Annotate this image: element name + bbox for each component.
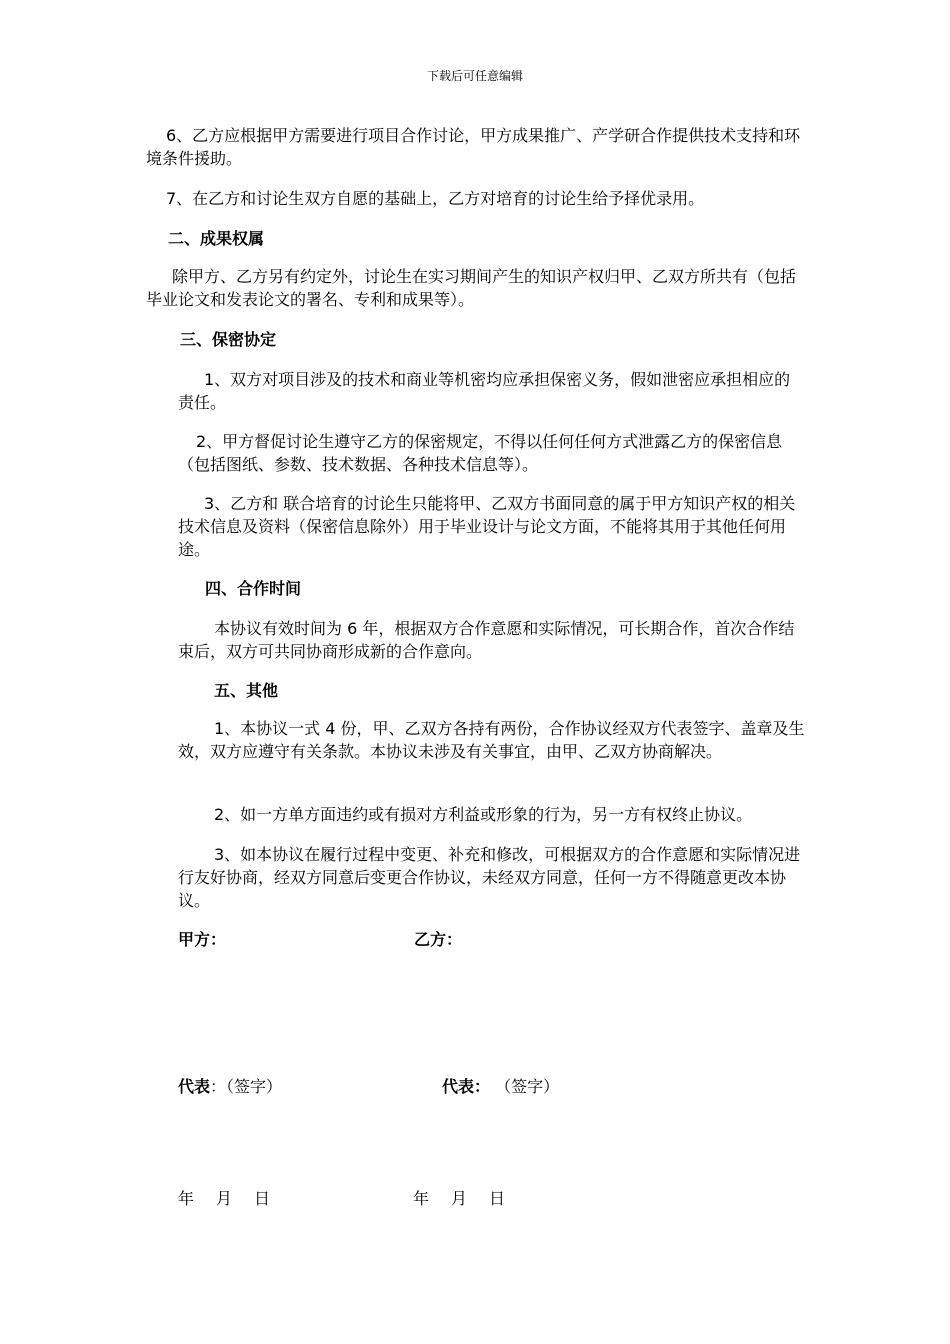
results-ownership-body: 除甲方、乙方另有约定外，讨论生在实习期间产生的知识产权归甲、乙双方所共有（包括毕业论文和发表论文的署名、专利和成果等）。 xyxy=(146,267,797,309)
confidentiality-clause-3: 3、乙方和 联合培育的讨论生只能将甲、乙双方书面同意的属于甲方知识产权的相关技术信息及资料（保密信息除外）用于毕业设计与论文方面，不能将其用于其他任何用途。 xyxy=(178,494,796,559)
representative-b xyxy=(442,1075,559,1098)
date-a-year: 年 xyxy=(178,1189,195,1208)
others-clause-2: 2、如一方单方面违约或有损对方利益或形象的行为，另一方有权终止协议。 xyxy=(214,805,753,824)
party-b-label: 乙方： xyxy=(414,930,463,949)
heading-others: 五、其他 xyxy=(214,681,279,700)
heading-cooperation-period: 四、合作时间 xyxy=(205,579,302,598)
cooperation-period-body: 本协议有效时间为 6 年，根据双方合作意愿和实际情况，可长期合作，首次合作结束后，双方可共同协商形成新的合作意向。 xyxy=(178,619,795,661)
date-b-day: 日 xyxy=(489,1189,506,1208)
representative-a xyxy=(178,1075,282,1098)
date-b-month: 月 xyxy=(451,1189,468,1208)
heading-confidentiality: 三、保密协定 xyxy=(180,330,277,349)
date-b-year: 年 xyxy=(413,1189,430,1208)
clause-7: 7、在乙方和讨论生双方自愿的基础上，乙方对培育的讨论生给予择优录用。 xyxy=(166,189,705,208)
date-a-month: 月 xyxy=(216,1189,233,1208)
date-line-a xyxy=(178,1187,270,1210)
party-a-label: 甲方： xyxy=(178,930,227,949)
date-a-day: 日 xyxy=(254,1189,271,1208)
representative-a-label: 代表 xyxy=(178,1077,211,1096)
heading-results-ownership: 二、成果权属 xyxy=(168,229,265,248)
representative-b-label: 代表： xyxy=(442,1077,491,1096)
others-clause-3: 3、如本协议在履行过程中变更、补充和修改，可根据双方的合作意愿和实际情况进行友好协商，经双方同意后变更合作协议，未经双方同意，任何一方不得随意更改本协议。 xyxy=(178,845,801,910)
confidentiality-clause-2: 2、甲方督促讨论生遵守乙方的保密规定，不得以任何任何方式泄露乙方的保密信息（包括图纸、参数、技术数据、各种技术信息等）。 xyxy=(178,432,783,474)
representative-a-signature: ：（签字） xyxy=(210,1077,283,1096)
clause-6: 6、乙方应根据甲方需要进行项目合作讨论，甲方成果推广、产学研合作提供技术支持和环境条件援助。 xyxy=(146,126,801,168)
date-line-b xyxy=(413,1187,505,1210)
confidentiality-clause-1: 1、双方对项目涉及的技术和商业等机密均应承担保密义务，假如泄密应承担相应的责任。 xyxy=(178,370,791,412)
representative-b-signature: （签字） xyxy=(495,1077,560,1096)
page-header-note: 下载后可任意编辑 xyxy=(426,69,523,83)
others-clause-1: 1、本协议一式 4 份，甲、乙双方各持有两份，合作协议经双方代表签字、盖章及生效，双方应遵守有关条款。本协议未涉及有关事宜，由甲、乙双方协商解决。 xyxy=(178,719,805,761)
